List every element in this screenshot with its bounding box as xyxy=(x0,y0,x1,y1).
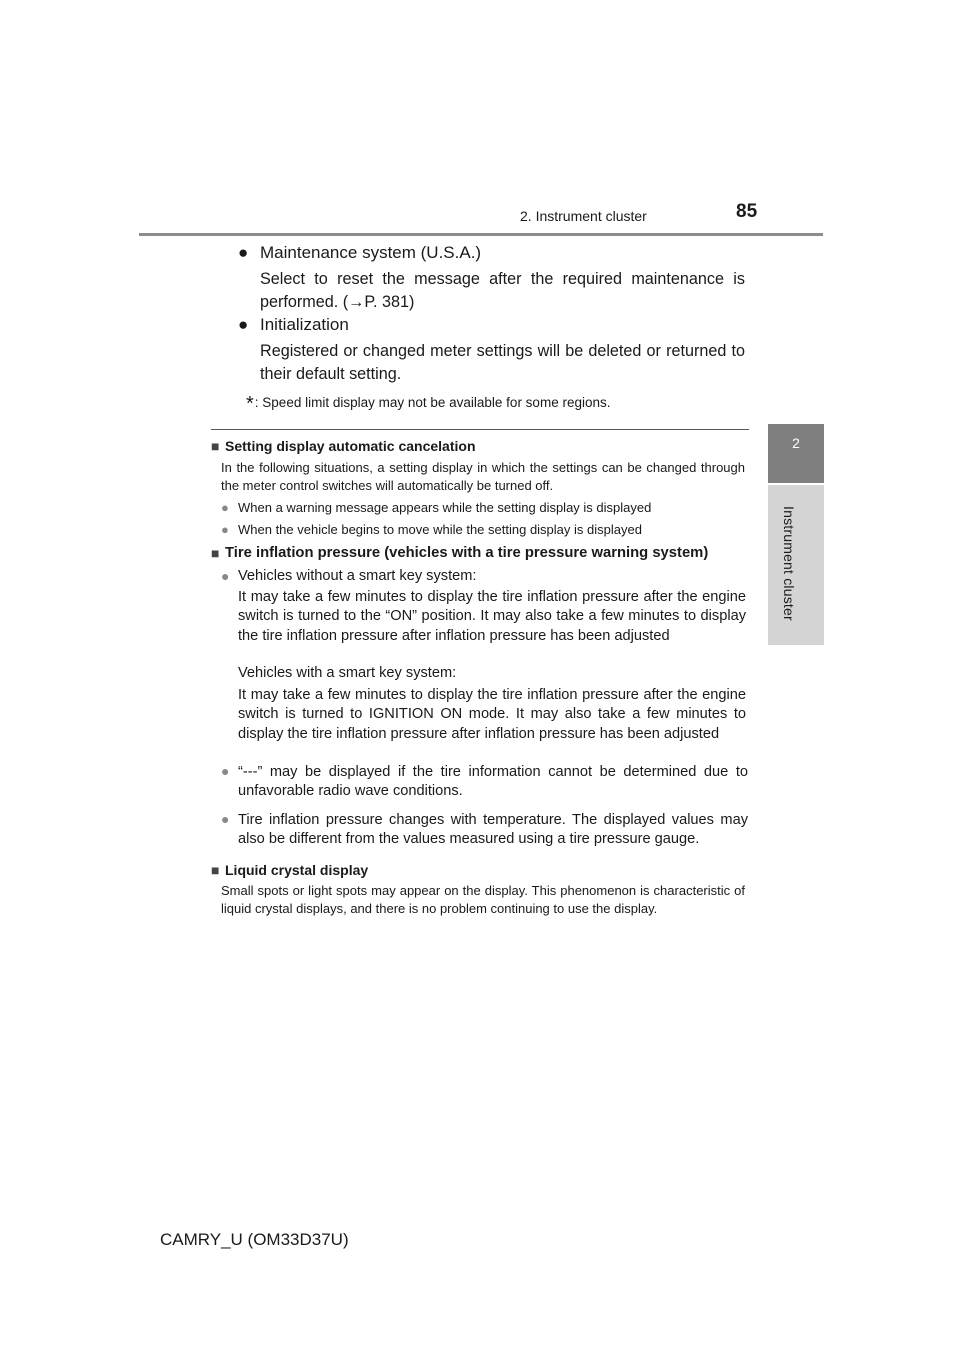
heading-lcd: Liquid crystal display xyxy=(225,862,369,878)
tire-bullet-2-text: “---” may be displayed if the tire information cannot be determined due to unfavorable radio wave conditions. xyxy=(238,764,748,799)
footnote: *: Speed limit display may not be available for some regions. xyxy=(246,393,611,415)
tire-smart-key-text: It may take a few minutes to display the tire inflation pressure after the engine switch is turned to IGNITION ON mode. It may also take a few minutes to display the tire inflation pressure after inflation pressure has been adjusted xyxy=(238,687,746,742)
document-code-footer: CAMRY_U (OM33D37U) xyxy=(160,1230,349,1249)
section-divider xyxy=(211,429,749,430)
chapter-tab-number: 2 xyxy=(768,424,824,483)
chapter-tab-label: Instrument cluster xyxy=(781,506,797,621)
tire-bullet-1-lead-2: Vehicles with a smart key system: xyxy=(238,665,457,681)
tire-no-smart-key-text: It may take a few minutes to display the tire inflation pressure after the engine switch is turned to the “ON” position. It may also take a few minutes to display the tire inflation pressure after inflation pressure has been adjusted xyxy=(238,589,746,644)
bullet-icon: ● xyxy=(221,811,230,827)
header-section-title: 2. Instrument cluster xyxy=(520,208,647,224)
auto-cancel-bullet-2: ● When the vehicle begins to move while the setting display is displayed xyxy=(221,522,642,537)
bullet-icon: ● xyxy=(221,763,230,779)
heading-auto-cancel: Setting display automatic cancelation xyxy=(225,438,476,454)
section-square-icon: ■ xyxy=(211,862,220,878)
header-divider xyxy=(139,233,823,236)
bullet-icon: ● xyxy=(221,500,229,515)
initialization-description: Registered or changed meter settings will be deleted or returned to their default setting. xyxy=(260,342,745,383)
bullet-icon: ● xyxy=(221,568,230,584)
page-number: 85 xyxy=(736,201,758,222)
tire-bullet-3-text: Tire inflation pressure changes with temperature. The displayed values may also be different from the values measured using a tire pressure gauge. xyxy=(238,812,748,847)
bullet-icon: ● xyxy=(221,522,229,537)
footnote-mark: * xyxy=(246,393,254,415)
section-square-icon: ■ xyxy=(211,438,220,454)
bullet-icon: ● xyxy=(238,315,249,334)
auto-cancel-intro: In the following situations, a setting display in which the settings can be changed through the meter control switches will automatically be turned off. xyxy=(221,460,745,493)
lcd-text: Small spots or light spots may appear on the display. This phenomenon is characteristic of liquid crystal displays, and there is no problem continuing to use the display. xyxy=(221,883,745,916)
section-square-icon: ■ xyxy=(211,545,220,561)
maintenance-description: Select to reset the message after the required maintenance is performed. (→P. 381) xyxy=(260,270,745,311)
auto-cancel-bullet-1: ● When a warning message appears while the setting display is displayed xyxy=(221,500,652,515)
bullet-initialization-title: ● Initialization xyxy=(238,315,349,334)
heading-tire-pressure: Tire inflation pressure (vehicles with a tire pressure warning system) xyxy=(225,545,709,561)
bullet-icon: ● xyxy=(238,243,249,262)
bullet-maintenance-title: ● Maintenance system (U.S.A.) xyxy=(238,243,482,262)
tire-bullet-1-lead: ● Vehicles without a smart key system: xyxy=(221,568,477,584)
